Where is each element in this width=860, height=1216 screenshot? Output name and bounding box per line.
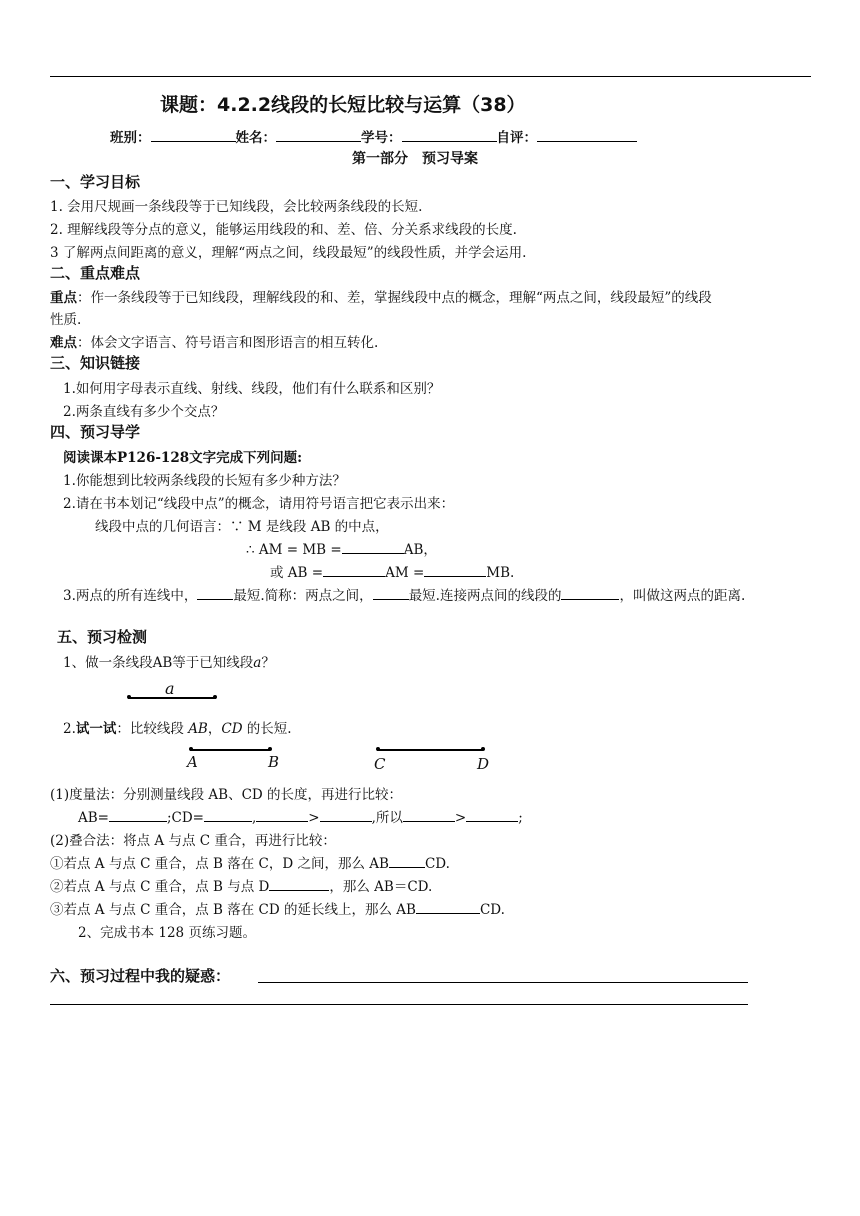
compare-blank-1[interactable] bbox=[256, 821, 308, 822]
q2-try: 试一试 bbox=[75, 721, 117, 737]
case3-blank[interactable] bbox=[416, 913, 480, 914]
point-c-label: C bbox=[374, 755, 386, 773]
section-6-heading: 六、预习过程中我的疑惑： bbox=[50, 967, 231, 985]
section-3-heading: 三、知识链接 bbox=[50, 354, 141, 372]
overlap-case-1 bbox=[50, 852, 450, 872]
difficulty-label: 难点 bbox=[50, 335, 77, 351]
q3-blank-3[interactable] bbox=[561, 599, 619, 600]
check-question-2 bbox=[63, 717, 292, 737]
case3-text: ③若点 A 与点 C 重合，点 B 落在 CD 的延长线上，那么 AB bbox=[50, 902, 416, 918]
measure-answer-line bbox=[78, 806, 523, 826]
segment-ab bbox=[190, 749, 270, 751]
q1-text: 1、做一条线段AB等于已知线段 bbox=[63, 655, 254, 671]
q2-ab: AB bbox=[188, 721, 208, 737]
key-point-line-2: 性质. bbox=[50, 312, 82, 328]
name-blank[interactable] bbox=[276, 141, 361, 142]
key-label: 重点 bbox=[50, 290, 77, 306]
segment-a-end-left bbox=[127, 695, 131, 699]
doubts-line-1[interactable] bbox=[258, 982, 748, 983]
objective-1: 1. 会用尺规画一条线段等于已知线段，会比较两条线段的长短. bbox=[50, 199, 423, 215]
class-label: 班别： bbox=[110, 130, 151, 146]
compare-blank-2[interactable] bbox=[320, 821, 372, 822]
reading-note: 阅读课本P126-128文字完成下列问题: bbox=[63, 450, 303, 466]
link-question-2: 2.两条直线有多少个交点？ bbox=[63, 404, 225, 420]
point-b-dot bbox=[268, 747, 272, 751]
point-d-label: D bbox=[477, 755, 490, 773]
q2-text-a: ：比较线段 bbox=[116, 721, 189, 737]
m1-comma: , bbox=[252, 810, 257, 826]
case2-end: ，那么 AB＝CD. bbox=[329, 879, 433, 895]
midpoint-geo-language: 线段中点的几何语言：∵ M 是线段 AB 的中点， bbox=[95, 519, 389, 535]
section-5-heading: 五、预习检测 bbox=[57, 628, 148, 646]
or-mb: MB. bbox=[486, 565, 515, 581]
student-info-row bbox=[110, 126, 637, 146]
point-b-label: B bbox=[268, 753, 280, 771]
m1-gt: > bbox=[308, 810, 320, 826]
objective-2: 2. 理解线段等分点的意义，能够运用线段的和、差、倍、分关系求线段的长度. bbox=[50, 222, 517, 238]
check-question-1 bbox=[63, 651, 275, 671]
point-a-dot bbox=[189, 747, 193, 751]
homework-note: 2、完成书本 128 页练习题。 bbox=[78, 925, 256, 941]
part-title: 第一部分 预习导案 bbox=[352, 151, 478, 167]
case2-text: ②若点 A 与点 C 重合，点 B 与点 D bbox=[50, 879, 270, 895]
fraction-blank-1[interactable] bbox=[342, 553, 404, 554]
case1-blank[interactable] bbox=[389, 867, 425, 868]
q2-cd: CD bbox=[221, 721, 243, 737]
id-label: 学号： bbox=[361, 130, 402, 146]
m1-cd: ;CD= bbox=[166, 810, 204, 826]
name-label: 姓名： bbox=[235, 130, 276, 146]
guide-question-2: 2.请在书本划记“线段中点”的概念，请用符号语言把它表示出来： bbox=[63, 496, 455, 512]
compare-blank-3[interactable] bbox=[403, 821, 455, 822]
guide-question-1: 1.你能想到比较两条线段的长短有多少种方法？ bbox=[63, 473, 346, 489]
q1-var: a bbox=[253, 655, 262, 671]
case1-end: CD. bbox=[424, 856, 450, 872]
q1-end: ？ bbox=[261, 655, 275, 671]
overlap-method: (2)叠合法：将点 A 与点 C 重合，再进行比较： bbox=[50, 833, 336, 849]
case1-text: ①若点 A 与点 C 重合，点 B 落在 C，D 之间，那么 AB bbox=[50, 856, 389, 872]
m1-end: ; bbox=[518, 810, 523, 826]
section-2-heading: 二、重点难点 bbox=[50, 264, 141, 282]
point-a-label: A bbox=[187, 753, 198, 771]
segment-a-label: a bbox=[165, 679, 175, 698]
page-title: 课题：4.2.2线段的长短比较与运算（38） bbox=[160, 94, 526, 116]
difficulty-text: ：体会文字语言、符号语言和图形语言的相互转化. bbox=[77, 335, 379, 351]
measure-method: (1)度量法：分别测量线段 AB、CD 的长度，再进行比较： bbox=[50, 787, 403, 803]
self-eval-blank[interactable] bbox=[537, 141, 637, 142]
q3-blank-1[interactable] bbox=[197, 599, 233, 600]
point-c-dot bbox=[376, 747, 380, 751]
overlap-case-3 bbox=[50, 898, 505, 918]
objective-3: 3 了解两点间距离的意义，理解“两点之间，线段最短”的线段性质，并学会运用. bbox=[50, 245, 527, 261]
top-rule bbox=[50, 76, 811, 77]
difficulty-line bbox=[50, 331, 378, 351]
m1-gt-2: > bbox=[454, 810, 467, 826]
key-point-line bbox=[50, 286, 712, 306]
point-d-dot bbox=[481, 747, 485, 751]
segment-a bbox=[128, 697, 216, 699]
segment-cd bbox=[377, 749, 483, 751]
therefore-text: ∴ AM = MB = bbox=[246, 542, 342, 558]
ab-length-blank[interactable] bbox=[109, 821, 167, 822]
q3-text-c: 最短.连接两点间的线段的 bbox=[408, 588, 562, 604]
midpoint-therefore-line bbox=[246, 538, 437, 558]
q3-text-a: 3.两点的所有连线中， bbox=[63, 588, 198, 604]
m1-ab: AB= bbox=[78, 810, 109, 826]
q2-num: 2. bbox=[63, 721, 76, 737]
case2-blank[interactable] bbox=[269, 890, 329, 891]
multiple-blank-1[interactable] bbox=[323, 576, 385, 577]
or-text: 或 AB = bbox=[270, 565, 324, 581]
overlap-case-2 bbox=[50, 875, 432, 895]
or-am: AM = bbox=[385, 565, 425, 581]
therefore-ab: AB， bbox=[403, 542, 437, 558]
q2-comma: ， bbox=[207, 721, 222, 737]
q3-blank-2[interactable] bbox=[373, 599, 409, 600]
segment-a-end-right bbox=[213, 695, 217, 699]
midpoint-or-line bbox=[270, 561, 514, 581]
key-text: ：作一条线段等于已知线段，理解线段的和、差，掌握线段中点的概念，理解“两点之间，线段最短”的线段 bbox=[77, 290, 712, 306]
section-4-heading: 四、预习导学 bbox=[50, 423, 141, 441]
compare-blank-4[interactable] bbox=[466, 821, 518, 822]
link-question-1: 1.如何用字母表示直线、射线、线段，他们有什么联系和区别？ bbox=[63, 381, 441, 397]
id-blank[interactable] bbox=[402, 141, 497, 142]
q3-text-d: ，叫做这两点的距离. bbox=[619, 588, 746, 604]
q3-text-b: 最短.简称：两点之间， bbox=[233, 588, 373, 604]
self-eval-label: 自评： bbox=[496, 130, 537, 146]
guide-question-3 bbox=[63, 584, 745, 604]
cd-length-blank[interactable] bbox=[204, 821, 252, 822]
class-blank[interactable] bbox=[151, 141, 236, 142]
case3-end: CD. bbox=[479, 902, 505, 918]
multiple-blank-2[interactable] bbox=[424, 576, 486, 577]
q2-text-b: 的长短. bbox=[242, 721, 292, 737]
doubts-line-2[interactable] bbox=[50, 1004, 748, 1005]
section-1-heading: 一、学习目标 bbox=[50, 173, 141, 191]
m1-so: ,所以 bbox=[371, 810, 403, 826]
